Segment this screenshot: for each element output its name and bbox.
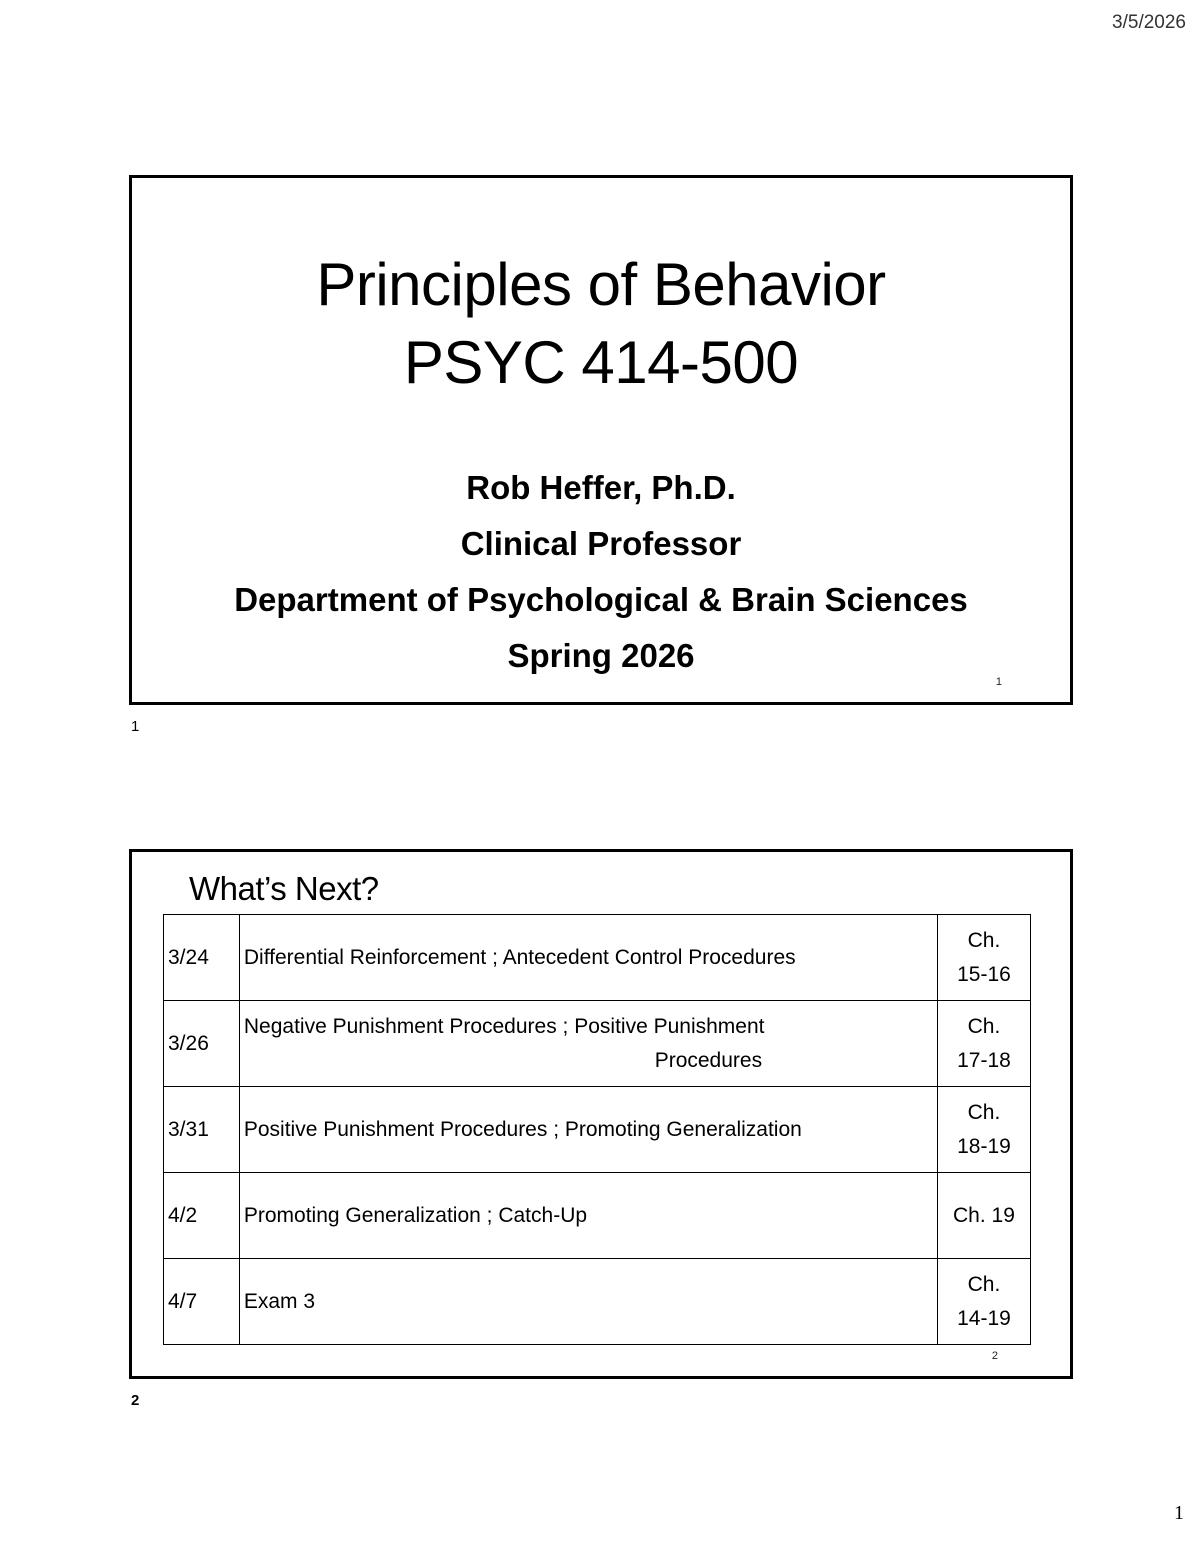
chapter-label: Ch. 19: [953, 1203, 1015, 1227]
slide-1: [129, 175, 1073, 705]
topic-text: Promoting Generalization ; Catch-Up: [243, 1203, 588, 1227]
topic-text: Positive Punishment Procedures ; Promoting Generalization: [243, 1117, 802, 1141]
chapter-range: 14-19: [957, 1306, 1011, 1330]
schedule-table: [163, 914, 1031, 1345]
presenter-info: [132, 460, 1070, 684]
slide-heading: What’s Next?: [189, 870, 379, 907]
row-topic: [239, 1259, 937, 1345]
row-date: 4/2: [164, 1173, 240, 1259]
row-date: 4/7: [164, 1259, 240, 1345]
chapter-range: 17-18: [957, 1048, 1011, 1072]
slide-caption-number: 1: [131, 718, 140, 735]
row-chapters: [937, 1087, 1030, 1173]
presenter-name: Rob Heffer, Ph.D.: [466, 469, 736, 506]
row-topic: [239, 1001, 937, 1087]
row-date: 3/31: [164, 1087, 240, 1173]
row-date: 3/26: [164, 1001, 240, 1087]
table-row: [164, 915, 1031, 1001]
slide-inner-number: 1: [995, 676, 1002, 688]
topic-text: Negative Punishment Procedures ; Positive Punishment: [243, 1014, 765, 1038]
topic-text: Differential Reinforcement ; Antecedent Control Procedures: [243, 945, 796, 969]
row-chapters: [937, 1259, 1030, 1345]
table-row: [164, 1087, 1031, 1173]
page-number: 1: [1174, 1502, 1184, 1524]
table-row: [164, 1001, 1031, 1087]
slide-2: [129, 849, 1073, 1379]
course-name: Principles of Behavior: [316, 251, 886, 318]
term: Spring 2026: [507, 637, 695, 674]
slide-inner-number: 2: [991, 1350, 998, 1362]
chapter-label: Ch.: [967, 1272, 1001, 1296]
row-chapters: [937, 1173, 1030, 1259]
slide-title: [132, 246, 1070, 402]
slide-caption-number: 2: [131, 1392, 140, 1409]
row-topic: [239, 1173, 937, 1259]
chapter-range: 15-16: [957, 962, 1011, 986]
course-code: PSYC 414-500: [403, 329, 799, 396]
table-row: [164, 1173, 1031, 1259]
chapter-label: Ch.: [967, 1014, 1001, 1038]
row-topic: [239, 1087, 937, 1173]
chapter-range: 18-19: [957, 1134, 1011, 1158]
topic-text-continued: Procedures: [654, 1048, 763, 1072]
row-chapters: [937, 1001, 1030, 1087]
presenter-position: Clinical Professor: [460, 525, 742, 562]
row-date: 3/24: [164, 915, 240, 1001]
chapter-label: Ch.: [967, 928, 1001, 952]
topic-text: Exam 3: [243, 1289, 316, 1313]
chapter-label: Ch.: [967, 1100, 1001, 1124]
row-chapters: [937, 915, 1030, 1001]
row-topic: [239, 915, 937, 1001]
table-row: [164, 1259, 1031, 1345]
print-date: 3/5/2026: [1112, 12, 1186, 33]
department-name: Department of Psychological & Brain Sciences: [234, 581, 968, 618]
